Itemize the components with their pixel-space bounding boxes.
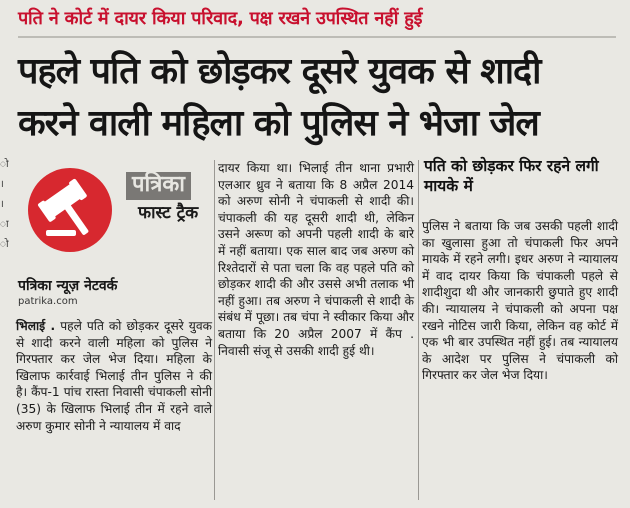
fast-track-brand-box [14,160,212,260]
story-column-1-text: पहले पति को छोड़कर दूसरे युवक से शादी करने वाली महिला को पुलिस ने गिरफ्तार कर जेल भेज दिया। महिला के खिलाफ कार्रवाई भिलाई तीन पुलिस ने की है। कैंप-1 पांच रास्ता निवासी चंपाकली सोनी (35) के खिलाफ भिलाई तीन में रहने वाले अरुण कुमार सोनी ने न्यायालय में वाद [16,319,212,433]
story-column-3: पुलिस ने बताया कि जब उसकी पहली शादी का खुलासा हुआ तो चंपाकली फिर अपने मायके में रहने लगी। इधर अरुण ने न्यायालय में वाद दायर किया कि चंपाकली पहले से शादीशुदा थी और जानकारी छुपाते हुए शादी की। न्यायालय ने चंपाकली को अपना पक्ष रखने नोटिस जारी किया, लेकिन वह कोर्ट में एक भी बार उपस्थित नहीं हुई। तब न्यायालय के आदेश पर पुलिस ने चंपाकली को गिरफ्तार कर जेल भेज दिया। [422,219,618,383]
story-subhead: पति को छोड़कर फिर रहने लगी मायके में [424,157,599,195]
adjacent-article-fragment [0,155,8,275]
brand-tagline: फास्ट ट्रैक [138,203,199,223]
story-column-1 [16,318,212,434]
edge-fragment: । [0,199,4,210]
edge-fragment: ो [0,239,9,250]
edge-fragment: । [0,179,4,190]
edge-fragment: ा [0,219,9,230]
kicker-divider [18,36,616,38]
headline-line-1: पहले पति को छोड़कर दूसरे युवक से शादी [18,51,541,92]
column-divider [418,160,419,500]
byline-site: patrika.com [18,296,78,307]
gavel-icon-base [46,230,76,236]
kicker-line: पति ने कोर्ट में दायर किया परिवाद, पक्ष रखने उपस्थित नहीं हुई [18,8,423,29]
story-dateline: भिलाई . [16,319,56,333]
edge-fragment: ो [0,159,9,170]
story-column-2: दायर किया था। भिलाई तीन थाना प्रभारी एलआर ध्रुव ने बताया कि 8 अप्रैल 2014 को अरुण सोनी ने चंपाकली से शादी की। चंपाकली की यह दूसरी शादी थी, लेकिन उसने अरूण को अपनी पहली शादी के बारे में नहीं बताया। एक साल बाद जब अरुण को रिश्तेदारों से पता चला कि वह पहले पति को छोड़कर शादी की और उससे अभी तलाक भी नहीं हुआ। तब अरुण ने चंपाकली से शादी के संबंध में पूछा। तब चंपा ने स्वीकार किया और बताया कि 20 अप्रैल 2007 में कैंप . निवासी संजू से उसकी शादी हुई थी। [218,161,414,358]
headline-line-2: करने वाली महिला को पुलिस ने भेजा जेल [18,103,539,144]
gavel-icon [22,166,118,254]
brand-name: पत्रिका [126,172,191,200]
byline-author: पत्रिका न्यूज़ नेटवर्क [18,278,118,294]
column-divider [214,160,215,500]
